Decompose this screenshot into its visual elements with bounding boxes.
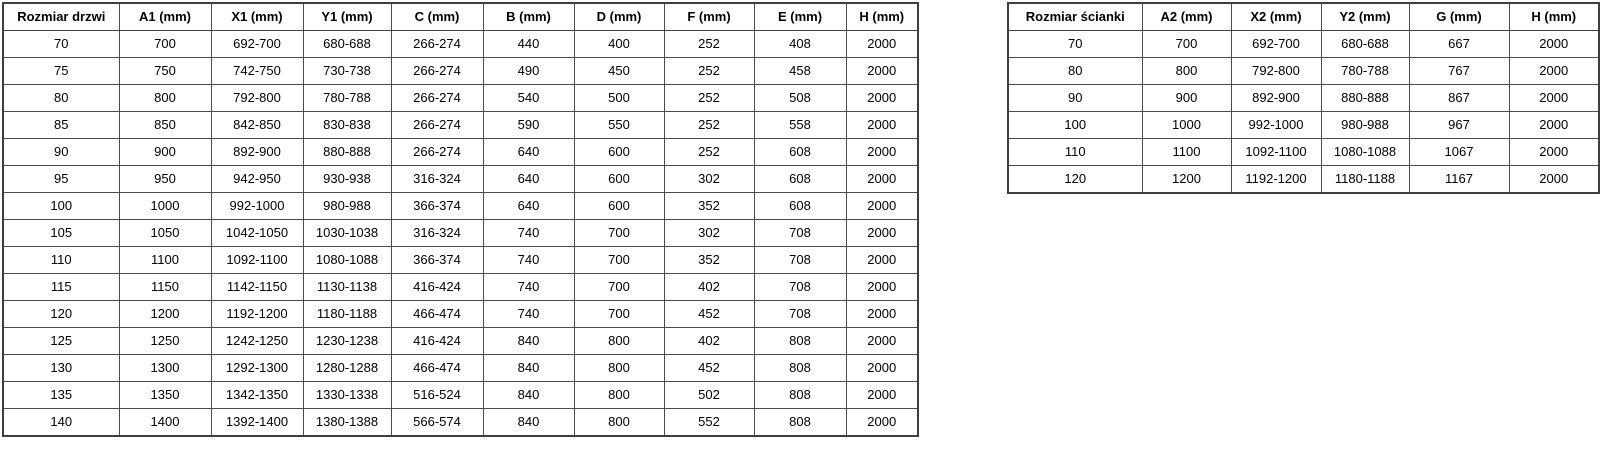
table-cell: 120: [1008, 166, 1142, 194]
table-cell: 115: [3, 274, 119, 301]
table-cell: 892-900: [1231, 85, 1321, 112]
table-row: [3, 139, 918, 166]
table-cell: 1067: [1409, 139, 1509, 166]
table-cell: 252: [664, 112, 754, 139]
table-row: [3, 301, 918, 328]
column-header: Y1 (mm): [303, 3, 391, 31]
column-header: H (mm): [1509, 3, 1599, 31]
table-cell: 80: [1008, 58, 1142, 85]
table-cell: 590: [483, 112, 574, 139]
table-row: [1008, 85, 1599, 112]
table-cell: 608: [754, 193, 846, 220]
table-cell: 402: [664, 274, 754, 301]
table-row: [3, 193, 918, 220]
table-cell: 840: [483, 328, 574, 355]
table-cell: 808: [754, 382, 846, 409]
table-cell: 2000: [846, 328, 918, 355]
table-cell: 608: [754, 166, 846, 193]
table-cell: 1050: [119, 220, 211, 247]
table-cell: 880-888: [1321, 85, 1409, 112]
table-cell: 452: [664, 355, 754, 382]
table-cell: 302: [664, 220, 754, 247]
table-cell: 70: [1008, 31, 1142, 58]
table-cell: 780-788: [1321, 58, 1409, 85]
table-cell: 120: [3, 301, 119, 328]
table-cell: 900: [119, 139, 211, 166]
table-cell: 266-274: [391, 139, 483, 166]
column-header: F (mm): [664, 3, 754, 31]
table-cell: 1092-1100: [1231, 139, 1321, 166]
table-cell: 640: [483, 166, 574, 193]
table-cell: 808: [754, 328, 846, 355]
table-cell: 80: [3, 85, 119, 112]
table-cell: 1180-1188: [1321, 166, 1409, 194]
table-cell: 792-800: [211, 85, 303, 112]
wall-table-body: [1008, 31, 1599, 194]
table-cell: 840: [483, 355, 574, 382]
table-cell: 110: [3, 247, 119, 274]
table-cell: 708: [754, 220, 846, 247]
table-cell: 2000: [846, 247, 918, 274]
table-cell: 100: [1008, 112, 1142, 139]
table-row: [3, 409, 918, 437]
table-cell: 808: [754, 409, 846, 437]
table-cell: 608: [754, 139, 846, 166]
table-cell: 2000: [1509, 112, 1599, 139]
table-cell: 1392-1400: [211, 409, 303, 437]
table-cell: 1100: [119, 247, 211, 274]
table-cell: 1100: [1142, 139, 1231, 166]
table-cell: 2000: [1509, 166, 1599, 194]
table-cell: 366-374: [391, 193, 483, 220]
table-cell: 1292-1300: [211, 355, 303, 382]
table-cell: 600: [574, 193, 664, 220]
table-cell: 316-324: [391, 220, 483, 247]
table-cell: 252: [664, 139, 754, 166]
table-cell: 2000: [846, 193, 918, 220]
table-cell: 600: [574, 166, 664, 193]
table-cell: 130: [3, 355, 119, 382]
door-table-header-row: [3, 3, 918, 31]
column-header: Y2 (mm): [1321, 3, 1409, 31]
table-cell: 967: [1409, 112, 1509, 139]
table-cell: 692-700: [211, 31, 303, 58]
table-cell: 740: [483, 301, 574, 328]
table-row: [3, 328, 918, 355]
table-cell: 980-988: [303, 193, 391, 220]
table-cell: 2000: [1509, 58, 1599, 85]
table-row: [1008, 166, 1599, 194]
table-cell: 408: [754, 31, 846, 58]
table-cell: 516-524: [391, 382, 483, 409]
table-cell: 1130-1138: [303, 274, 391, 301]
table-cell: 1200: [119, 301, 211, 328]
table-cell: 2000: [846, 31, 918, 58]
table-cell: 540: [483, 85, 574, 112]
table-cell: 708: [754, 301, 846, 328]
table-cell: 2000: [846, 139, 918, 166]
table-cell: 950: [119, 166, 211, 193]
table-cell: 1330-1338: [303, 382, 391, 409]
table-cell: 840: [483, 409, 574, 437]
table-cell: 266-274: [391, 112, 483, 139]
table-cell: 1167: [1409, 166, 1509, 194]
table-cell: 458: [754, 58, 846, 85]
table-row: [3, 112, 918, 139]
column-header: X1 (mm): [211, 3, 303, 31]
column-header: D (mm): [574, 3, 664, 31]
table-cell: 842-850: [211, 112, 303, 139]
table-cell: 1042-1050: [211, 220, 303, 247]
table-cell: 266-274: [391, 58, 483, 85]
table-row: [3, 355, 918, 382]
table-cell: 135: [3, 382, 119, 409]
table-cell: 1092-1100: [211, 247, 303, 274]
table-cell: 800: [1142, 58, 1231, 85]
table-cell: 400: [574, 31, 664, 58]
table-row: [3, 274, 918, 301]
table-cell: 1400: [119, 409, 211, 437]
table-cell: 830-838: [303, 112, 391, 139]
table-cell: 2000: [846, 220, 918, 247]
table-cell: 2000: [846, 382, 918, 409]
table-cell: 110: [1008, 139, 1142, 166]
table-cell: 440: [483, 31, 574, 58]
table-cell: 800: [574, 409, 664, 437]
table-cell: 502: [664, 382, 754, 409]
table-cell: 550: [574, 112, 664, 139]
table-cell: 1342-1350: [211, 382, 303, 409]
table-cell: 708: [754, 247, 846, 274]
table-cell: 1200: [1142, 166, 1231, 194]
column-header: Rozmiar drzwi: [3, 3, 119, 31]
table-cell: 680-688: [303, 31, 391, 58]
table-cell: 95: [3, 166, 119, 193]
table-cell: 466-474: [391, 355, 483, 382]
table-cell: 2000: [846, 274, 918, 301]
column-header: G (mm): [1409, 3, 1509, 31]
table-row: [3, 85, 918, 112]
table-cell: 980-988: [1321, 112, 1409, 139]
table-cell: 692-700: [1231, 31, 1321, 58]
table-cell: 740: [483, 274, 574, 301]
table-cell: 1080-1088: [1321, 139, 1409, 166]
table-cell: 1192-1200: [211, 301, 303, 328]
wall-sizes-table: [1007, 2, 1600, 194]
table-cell: 2000: [846, 301, 918, 328]
table-cell: 140: [3, 409, 119, 437]
table-cell: 1242-1250: [211, 328, 303, 355]
table-cell: 942-950: [211, 166, 303, 193]
door-table-body: [3, 31, 918, 437]
table-cell: 750: [119, 58, 211, 85]
table-cell: 366-374: [391, 247, 483, 274]
table-cell: 930-938: [303, 166, 391, 193]
table-cell: 708: [754, 274, 846, 301]
table-cell: 402: [664, 328, 754, 355]
table-cell: 266-274: [391, 31, 483, 58]
table-cell: 100: [3, 193, 119, 220]
table-cell: 992-1000: [211, 193, 303, 220]
table-cell: 767: [1409, 58, 1509, 85]
table-cell: 700: [574, 301, 664, 328]
column-header: C (mm): [391, 3, 483, 31]
table-cell: 266-274: [391, 85, 483, 112]
table-cell: 900: [1142, 85, 1231, 112]
table-cell: 700: [574, 274, 664, 301]
table-cell: 850: [119, 112, 211, 139]
table-cell: 667: [1409, 31, 1509, 58]
wall-sizes-table-container: [1007, 2, 1600, 194]
table-cell: 1180-1188: [303, 301, 391, 328]
table-cell: 700: [119, 31, 211, 58]
table-cell: 1192-1200: [1231, 166, 1321, 194]
table-cell: 1250: [119, 328, 211, 355]
table-row: [1008, 58, 1599, 85]
table-row: [3, 220, 918, 247]
door-sizes-table: [2, 2, 919, 437]
column-header: A2 (mm): [1142, 3, 1231, 31]
table-cell: 1300: [119, 355, 211, 382]
table-row: [3, 247, 918, 274]
table-cell: 2000: [846, 85, 918, 112]
table-cell: 2000: [846, 166, 918, 193]
table-cell: 1280-1288: [303, 355, 391, 382]
table-cell: 316-324: [391, 166, 483, 193]
table-cell: 840: [483, 382, 574, 409]
table-cell: 566-574: [391, 409, 483, 437]
table-row: [1008, 31, 1599, 58]
table-cell: 780-788: [303, 85, 391, 112]
table-cell: 700: [1142, 31, 1231, 58]
table-cell: 800: [574, 355, 664, 382]
table-cell: 640: [483, 139, 574, 166]
table-cell: 680-688: [1321, 31, 1409, 58]
table-cell: 1000: [1142, 112, 1231, 139]
table-cell: 2000: [1509, 31, 1599, 58]
table-cell: 105: [3, 220, 119, 247]
column-header: Rozmiar ścianki: [1008, 3, 1142, 31]
table-cell: 1350: [119, 382, 211, 409]
table-row: [3, 166, 918, 193]
table-row: [3, 58, 918, 85]
table-cell: 640: [483, 193, 574, 220]
table-cell: 2000: [846, 112, 918, 139]
table-cell: 740: [483, 220, 574, 247]
table-cell: 552: [664, 409, 754, 437]
table-cell: 2000: [1509, 85, 1599, 112]
column-header: H (mm): [846, 3, 918, 31]
table-cell: 500: [574, 85, 664, 112]
table-cell: 125: [3, 328, 119, 355]
column-header: E (mm): [754, 3, 846, 31]
table-cell: 808: [754, 355, 846, 382]
table-cell: 416-424: [391, 328, 483, 355]
table-cell: 450: [574, 58, 664, 85]
table-cell: 90: [1008, 85, 1142, 112]
table-row: [1008, 112, 1599, 139]
table-cell: 352: [664, 193, 754, 220]
table-cell: 252: [664, 31, 754, 58]
table-cell: 700: [574, 220, 664, 247]
table-cell: 867: [1409, 85, 1509, 112]
table-cell: 892-900: [211, 139, 303, 166]
table-cell: 85: [3, 112, 119, 139]
table-cell: 600: [574, 139, 664, 166]
table-row: [3, 31, 918, 58]
table-cell: 1030-1038: [303, 220, 391, 247]
table-cell: 466-474: [391, 301, 483, 328]
table-cell: 792-800: [1231, 58, 1321, 85]
table-cell: 740: [483, 247, 574, 274]
table-cell: 1142-1150: [211, 274, 303, 301]
table-cell: 252: [664, 85, 754, 112]
table-cell: 742-750: [211, 58, 303, 85]
table-cell: 2000: [846, 355, 918, 382]
table-cell: 2000: [846, 58, 918, 85]
table-cell: 1380-1388: [303, 409, 391, 437]
table-cell: 508: [754, 85, 846, 112]
wall-table-header-row: [1008, 3, 1599, 31]
table-cell: 880-888: [303, 139, 391, 166]
table-cell: 1080-1088: [303, 247, 391, 274]
table-cell: 70: [3, 31, 119, 58]
table-cell: 992-1000: [1231, 112, 1321, 139]
table-cell: 800: [574, 328, 664, 355]
table-cell: 2000: [1509, 139, 1599, 166]
table-cell: 90: [3, 139, 119, 166]
column-header: X2 (mm): [1231, 3, 1321, 31]
table-cell: 490: [483, 58, 574, 85]
table-cell: 452: [664, 301, 754, 328]
table-cell: 1000: [119, 193, 211, 220]
table-cell: 75: [3, 58, 119, 85]
column-header: B (mm): [483, 3, 574, 31]
table-cell: 1230-1238: [303, 328, 391, 355]
table-cell: 252: [664, 58, 754, 85]
column-header: A1 (mm): [119, 3, 211, 31]
table-row: [1008, 139, 1599, 166]
table-cell: 352: [664, 247, 754, 274]
table-cell: 416-424: [391, 274, 483, 301]
table-cell: 302: [664, 166, 754, 193]
table-cell: 2000: [846, 409, 918, 437]
table-cell: 1150: [119, 274, 211, 301]
table-cell: 800: [574, 382, 664, 409]
table-cell: 800: [119, 85, 211, 112]
table-cell: 700: [574, 247, 664, 274]
table-cell: 730-738: [303, 58, 391, 85]
door-sizes-table-container: [2, 2, 919, 437]
table-row: [3, 382, 918, 409]
table-cell: 558: [754, 112, 846, 139]
